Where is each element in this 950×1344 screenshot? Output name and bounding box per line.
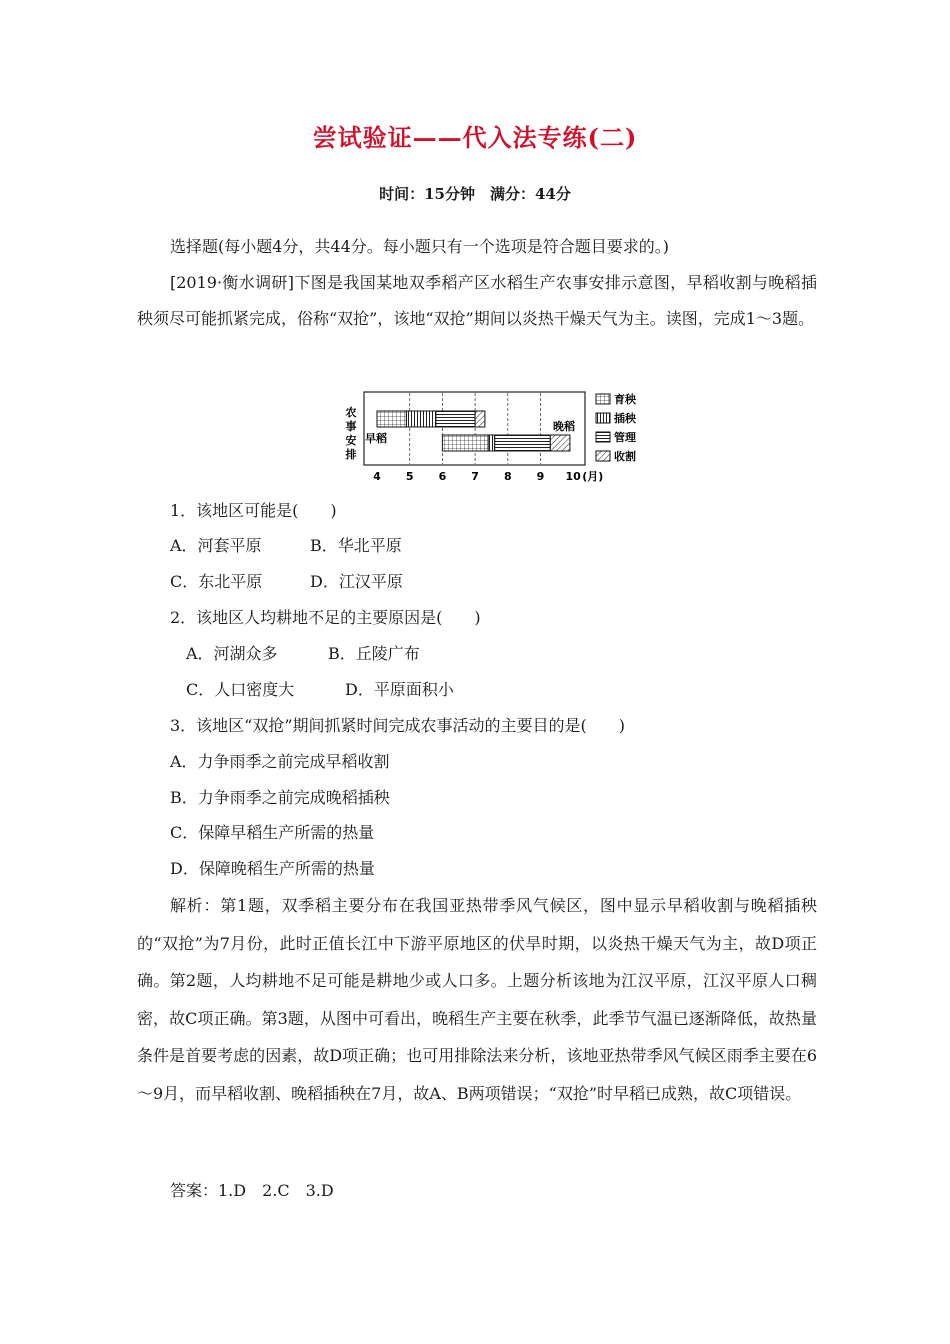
late-rice-bar-segment [495,435,551,451]
ylabel-char: 农 [345,406,357,419]
row-label-early: 早稻 [365,432,387,445]
early-rice-bar-segment [436,411,475,427]
question-3-stem: 3．该地区“双抢”期间抓紧时间完成农事活动的主要目的是( ) [170,716,626,735]
legend-label: 插秧 [614,412,636,425]
month-tick-label: 4 [373,470,381,483]
q2-option-a: A．河湖众多 [186,644,278,663]
legend-swatch [596,451,610,461]
month-tick-label: 8 [503,470,512,483]
time-score-line: 时间：15分钟 满分：44分 [379,185,571,203]
month-unit-label: (月) [582,470,604,483]
early-rice-bar-segment [406,411,435,427]
q3-option-c: C．保障早稻生产所需的热量 [170,823,375,842]
month-tick-label: 6 [438,470,447,483]
q2-option-c: C．人口密度大 [186,680,295,699]
analysis-paragraph: 解析：第1题，双季稻主要分布在我国亚热带季风气候区，图中显示早稻收割与晚稻插秧的“双抢”为7月份，此时正值长江中下游平原地区的伏旱时期，以炎热干燥天气为主，故D项正确。第2题，人均耕地不足可能是耕地少或人口多。上题分析该地为江汉平原，江汉平原人口稠密，故C项正确。第3题，从图中可看出，晚稻生产主要在秋季，此季节气温已逐渐降低，故热量条件是首要考虑的因素，故D项正确；也可用排除法来分析，该地亚热带季风气候区雨季主要在6～9月，而早稻收割、晚稻插秧在7月，故A、B两项错误；“双抢”时早稻已成熟，故C项错误。 [137,896,817,1103]
ylabel-char: 排 [345,448,357,461]
late-rice-bar-segment [488,435,495,451]
month-tick-label: 9 [536,470,545,483]
legend-swatch [596,432,610,442]
answer-line: 答案：1.D 2.C 3.D [170,1181,334,1200]
legend-swatch [596,413,610,423]
y-axis-label [346,405,357,461]
q1-option-a: A．河套平原 [170,536,262,555]
month-tick-label: 10 [565,470,581,483]
month-tick-label: 5 [405,470,414,483]
q1-option-b: B．华北平原 [310,536,402,555]
section-intro: 选择题(每小题4分，共44分。每小题只有一个选项是符合题目要求的。) [170,237,670,256]
early-rice-bar-segment [377,411,406,427]
ylabel-char: 事 [345,420,357,433]
q3-option-b: B．力争雨季之前完成晚稻插秧 [170,788,390,807]
rice-schedule-figure [330,384,650,486]
schedule-bars [377,411,570,451]
legend-label: 收割 [614,450,636,463]
row-label-late: 晚稻 [553,420,575,433]
month-gridlines [410,393,541,464]
q2-option-b: B．丘陵广布 [328,644,420,663]
legend-label: 管理 [614,431,636,444]
plot-frame [364,392,585,465]
page-title: 尝试验证——代入法专练(二) [312,123,638,152]
month-tick-label: 7 [471,470,479,483]
late-rice-bar-segment [442,435,488,451]
q3-option-a: A．力争雨季之前完成早稻收割 [170,752,390,771]
month-tick-labels [373,470,581,483]
q1-option-d: D．江汉平原 [310,572,403,591]
legend [596,392,637,463]
early-rice-bar-segment [475,411,485,427]
late-rice-bar-segment [550,435,570,451]
question-2-stem: 2．该地区人均耕地不足的主要原因是( ) [170,608,481,627]
q1-option-c: C．东北平原 [170,572,263,591]
legend-swatch [596,394,610,404]
legend-label: 育秧 [614,393,636,406]
q3-option-d: D．保障晚稻生产所需的热量 [170,859,375,878]
question-1-stem: 1．该地区可能是( ) [170,501,337,520]
q2-option-d: D．平原面积小 [345,680,454,699]
question-stem: [2019·衡水调研]下图是我国某地双季稻产区水稻生产农事安排示意图，早稻收割与晚稻插秧须尽可能抓紧完成，俗称“双抢”，该地“双抢”期间以炎热干燥天气为主。读图，完成1～3题。 [137,273,817,328]
ylabel-char: 安 [345,434,357,447]
